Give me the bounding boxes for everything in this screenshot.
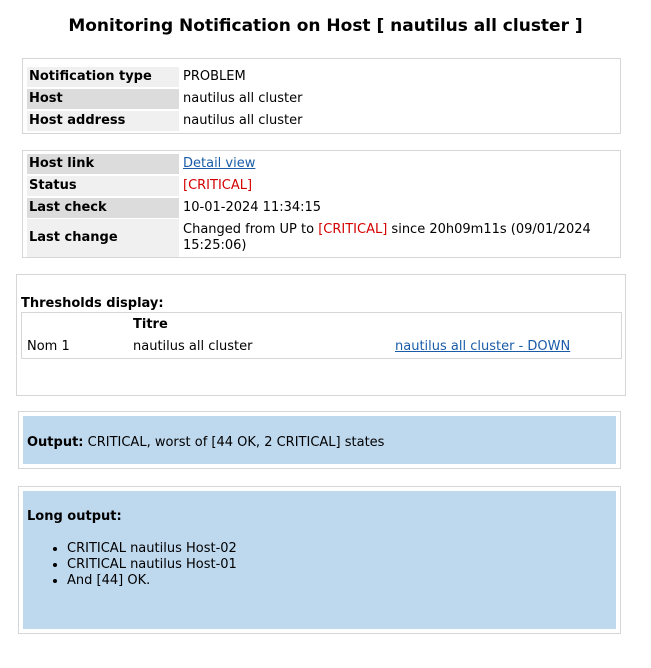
status-label: Status [27, 176, 179, 196]
host-value: nautilus all cluster [183, 91, 303, 106]
long-output-item: • And [44] OK. [67, 573, 237, 589]
output-value: CRITICAL, worst of [44 OK, 2 CRITICAL] states [83, 435, 385, 450]
last-change-value [183, 222, 616, 254]
last-change-state: [CRITICAL] [318, 222, 388, 237]
long-output-item: • CRITICAL nautilus Host-02 [67, 541, 237, 557]
last-change-suffix: since 20h09m11s (09/01/2024 15:25:06) [183, 222, 591, 253]
threshold-row-link[interactable]: nautilus all cluster - DOWN [395, 339, 571, 354]
last-check-value: 10-01-2024 11:34:15 [183, 200, 322, 215]
last-change-label: Last change [27, 219, 179, 257]
host-row [27, 89, 616, 109]
output-panel [23, 416, 616, 464]
long-output-panel [23, 491, 616, 629]
host-address-row [27, 111, 616, 131]
last-change-row [27, 219, 616, 257]
detail-view-link[interactable]: Detail view [183, 156, 256, 171]
host-label: Host [27, 89, 179, 109]
output-label: Output: [27, 435, 84, 450]
status-row [27, 176, 616, 196]
long-output-item: • CRITICAL nautilus Host-01 [67, 557, 237, 573]
page-title: Monitoring Notification on Host [ nautilus all cluster ] [68, 16, 583, 36]
host-status-box [22, 150, 621, 258]
status-value: [CRITICAL] [183, 178, 253, 193]
thresholds-table [21, 312, 622, 359]
output-box [18, 411, 621, 469]
host-link-label: Host link [27, 154, 179, 174]
long-output-label: Long output: [27, 509, 122, 524]
thresholds-heading: Thresholds display: [21, 296, 164, 311]
threshold-row-title: nautilus all cluster [133, 339, 253, 354]
thresholds-box [16, 274, 626, 396]
host-info-box [22, 58, 621, 134]
host-link-row [27, 154, 616, 174]
thresholds-column-header: Titre [133, 317, 168, 332]
notification-type-value: PROBLEM [183, 69, 246, 84]
host-address-label: Host address [27, 111, 179, 131]
output-text [27, 434, 384, 452]
host-address-value: nautilus all cluster [183, 113, 303, 128]
threshold-row-name: Nom 1 [27, 339, 70, 354]
last-check-row [27, 198, 616, 218]
last-check-label: Last check [27, 198, 179, 218]
notification-type-label: Notification type [27, 67, 179, 87]
notification-type-row [27, 67, 616, 87]
last-change-prefix: Changed from UP to [183, 222, 319, 237]
long-output-box [18, 486, 621, 634]
long-output-list [27, 541, 237, 589]
